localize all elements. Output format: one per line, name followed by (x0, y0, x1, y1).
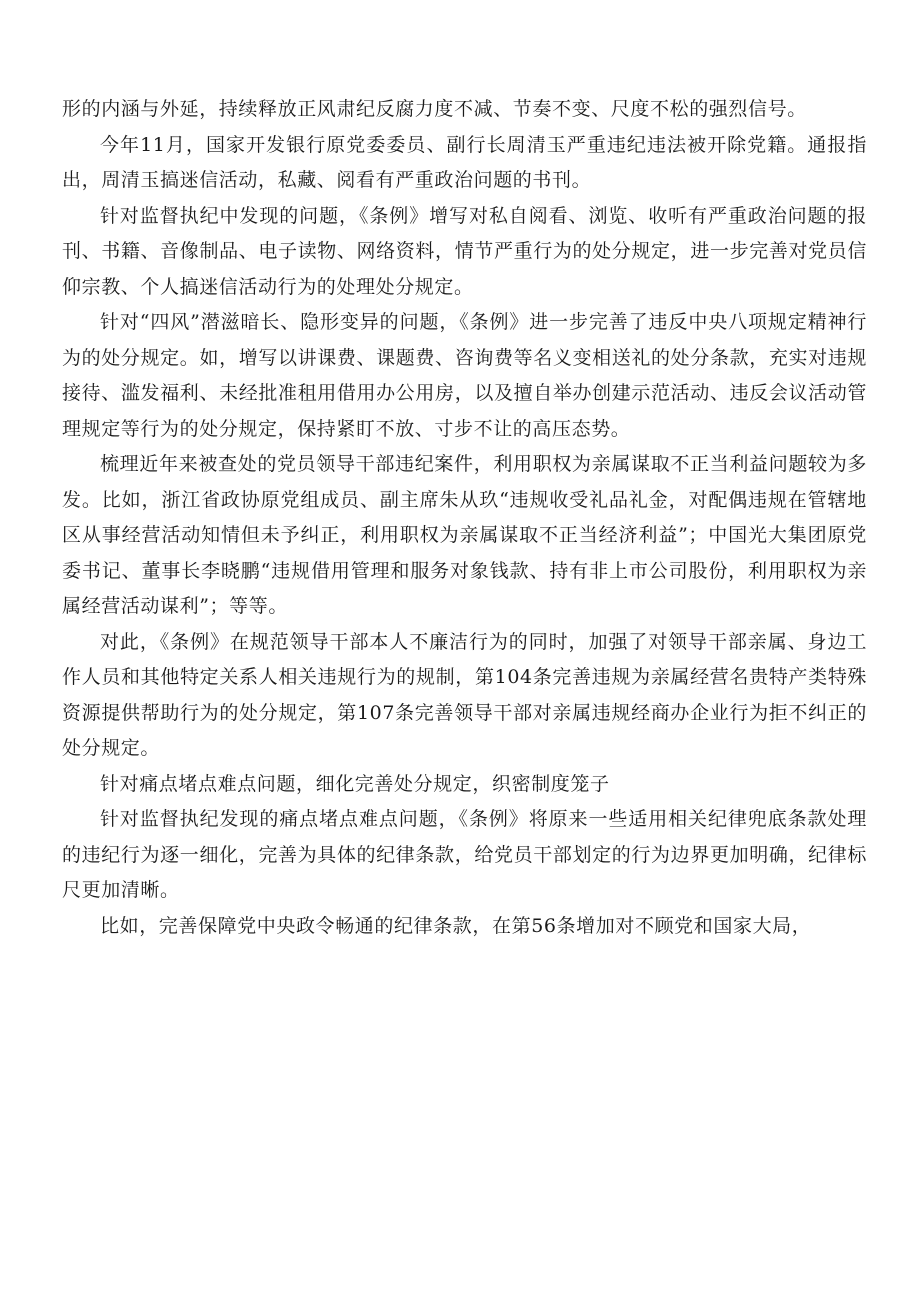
paragraph-expulsion-notice: 今年11月，国家开发银行原党委委员、副行长周清玉严重违纪违法被开除党籍。通报指出，周清玉搞迷信活动，私藏、阅看有严重政治问题的书刊。 (62, 133, 867, 191)
paragraph-relatives-cases: 梳理近年来被查处的党员领导干部违纪案件，利用职权为亲属谋取不正当利益问题较为多发。比如，浙江省政协原党组成员、副主席朱从玖“违规收受礼品礼金，对配偶违规在管辖地区从事经营活动知情但未予纠正，利用职权为亲属谋取不正当经济利益”；中国光大集团原党委书记、董事长李晓鹏“违规借用管理和服务对象钱款、持有非上市公司股份，利用职权为亲属经营活动谋利”；等等。 (62, 453, 867, 617)
document-body (62, 92, 867, 944)
section-subheading: 针对痛点堵点难点问题，细化完善处分规定，织密制度笼子 (100, 772, 610, 795)
paragraph-example-article-56: 比如，完善保障党中央政令畅通的纪律条款，在第56条增加对不顾党和国家大局， (100, 914, 812, 937)
paragraph-refined-provisions: 针对监督执纪发现的痛点堵点难点问题，《条例》将原来一些适用相关纪律兜底条款处理的违纪行为逐一细化，完善为具体的纪律条款，给党员干部划定的行为边界更加明确，纪律标尺更加清晰。 (62, 808, 867, 901)
paragraph-political-reading: 针对监督执纪中发现的问题，《条例》增写对私自阅看、浏览、收听有严重政治问题的报刊、书籍、音像制品、电子读物、网络资料，情节严重行为的处分规定，进一步完善对党员信仰宗教、个人搞迷信活动行为的处理处分规定。 (62, 204, 867, 298)
paragraph-continued: 形的内涵与外延，持续释放正风肃纪反腐力度不减、节奏不变、尺度不松的强烈信号。 (62, 98, 807, 120)
paragraph-four-winds: 针对“四风”潜滋暗长、隐形变异的问题，《条例》进一步完善了违反中央八项规定精神行为的处分规定。如，增写以讲课费、课题费、咨询费等名义变相送礼的处分条款，充实对违规接待、滥发福利、未经批准租用借用办公用房，以及擅自举办创建示范活动、违反会议活动管理规定等行为的处分规定，保持紧盯不放、寸步不让的高压态势。 (62, 311, 867, 440)
paragraph-regulation-response: 对此，《条例》在规范领导干部本人不廉洁行为的同时，加强了对领导干部亲属、身边工作人员和其他特定关系人相关违规行为的规制，第104条完善违规为亲属经营名贵特产类特殊资源提供帮助行为的处分规定，第107条完善领导干部对亲属违规经商办企业行为拒不纠正的处分规定。 (62, 630, 867, 759)
